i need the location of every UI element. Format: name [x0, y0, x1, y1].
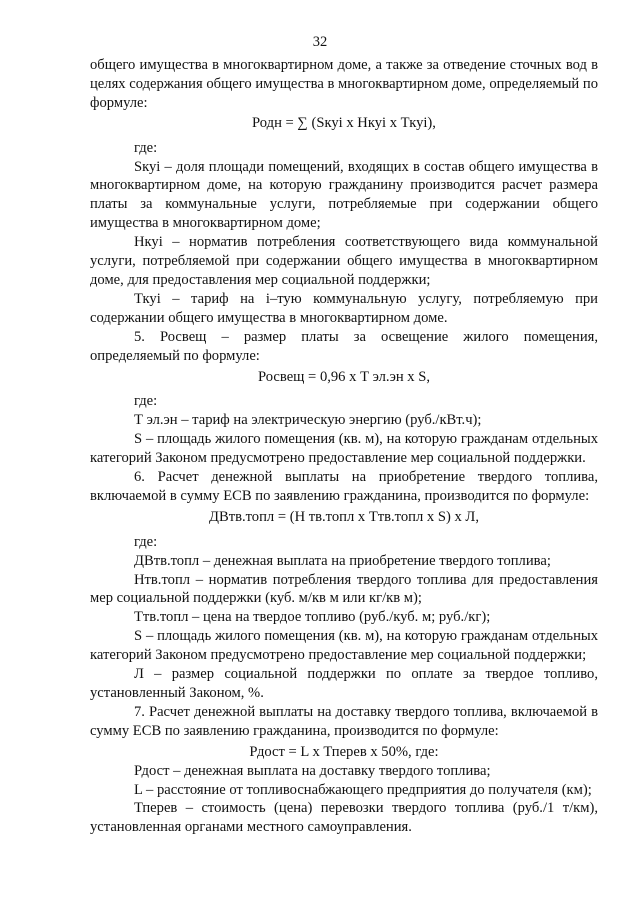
- definition: Л – размер социальной поддержки по оплате за твердое топливо, установленный Законом, %.: [90, 666, 598, 701]
- definition: Тперев – стоимость (цена) перевозки твердого топлива (руб./1 т/км), установленная органами местного самоуправления.: [90, 800, 598, 836]
- definition: Нкуi – норматив потребления соответствующего вида коммунальной услуги, потребляемой при содержании общего имущества в многоквартирном доме, для предоставления мер социальной поддержки;: [90, 234, 598, 288]
- definition: Нтв.топл – норматив потребления твердого топлива для предоставления мер социальной поддержки (куб. м/кв м или кг/кв м);: [90, 571, 598, 607]
- section-paragraph: 5. Росвещ – размер платы за освещение жилого помещения, определяемый по формуле:: [90, 328, 598, 364]
- definition: S – площадь жилого помещения (кв. м), на которую гражданам отдельных категорий Законом предусмотрено предоставление мер социальной поддержки.: [90, 431, 598, 467]
- definition: Рдост – денежная выплата на доставку твердого топлива;: [134, 762, 491, 779]
- where-label: где:: [134, 393, 158, 410]
- section-paragraph: 6. Расчет денежной выплаты на приобретение твердого топлива, включаемой в сумму ЕСВ по заявлению гражданина, производится по формуле:: [90, 469, 598, 504]
- formula: Рдост = L х Тперев х 50%, где:: [249, 743, 439, 760]
- definition: Ткуi – тариф на i–тую коммунальную услугу, потребляемую при содержании общего имущества в многоквартирном доме.: [90, 290, 598, 326]
- formula: ДВтв.топл = (Н тв.топл х Ттв.топл х S) х Л,: [209, 508, 479, 525]
- document-body: [90, 56, 598, 837]
- formula: Родн = ∑ (Sкуi х Нкуi х Ткуi),: [252, 114, 436, 131]
- paragraph: общего имущества в многоквартирном доме, а также за отведение сточных вод в целях содержания общего имущества в многоквартирном доме, определяемый по формуле:: [90, 57, 598, 111]
- where-label: где:: [134, 139, 158, 156]
- section-paragraph: 7. Расчет денежной выплаты на доставку твердого топлива, включаемой в сумму ЕСВ по заявлению гражданина, производится по формуле:: [90, 703, 598, 739]
- definition: L – расстояние от топливоснабжающего предприятия до получателя (км);: [134, 781, 592, 798]
- definition: ДВтв.топл – денежная выплата на приобретение твердого топлива;: [134, 552, 551, 569]
- definition: Т эл.эн – тариф на электрическую энергию (руб./кВт.ч);: [134, 412, 482, 429]
- page-number: 32: [312, 34, 328, 50]
- where-label: где:: [134, 533, 158, 550]
- formula: Росвещ = 0,96 х Т эл.эн х S,: [258, 368, 430, 385]
- definition: Ттв.топл – цена на твердое топливо (руб./куб. м; руб./кг);: [134, 609, 491, 626]
- definition: Sкуi – доля площади помещений, входящих в состав общего имущества в многоквартирном доме, на которую гражданину производится расчет размера платы за коммунальные услуги, потребляемые при содержании общего имущества в многоквартирном доме;: [90, 158, 598, 232]
- definition: S – площадь жилого помещения (кв. м), на которую гражданам отдельных категорий Законом предусмотрено предоставление мер социальной поддержки;: [90, 628, 598, 664]
